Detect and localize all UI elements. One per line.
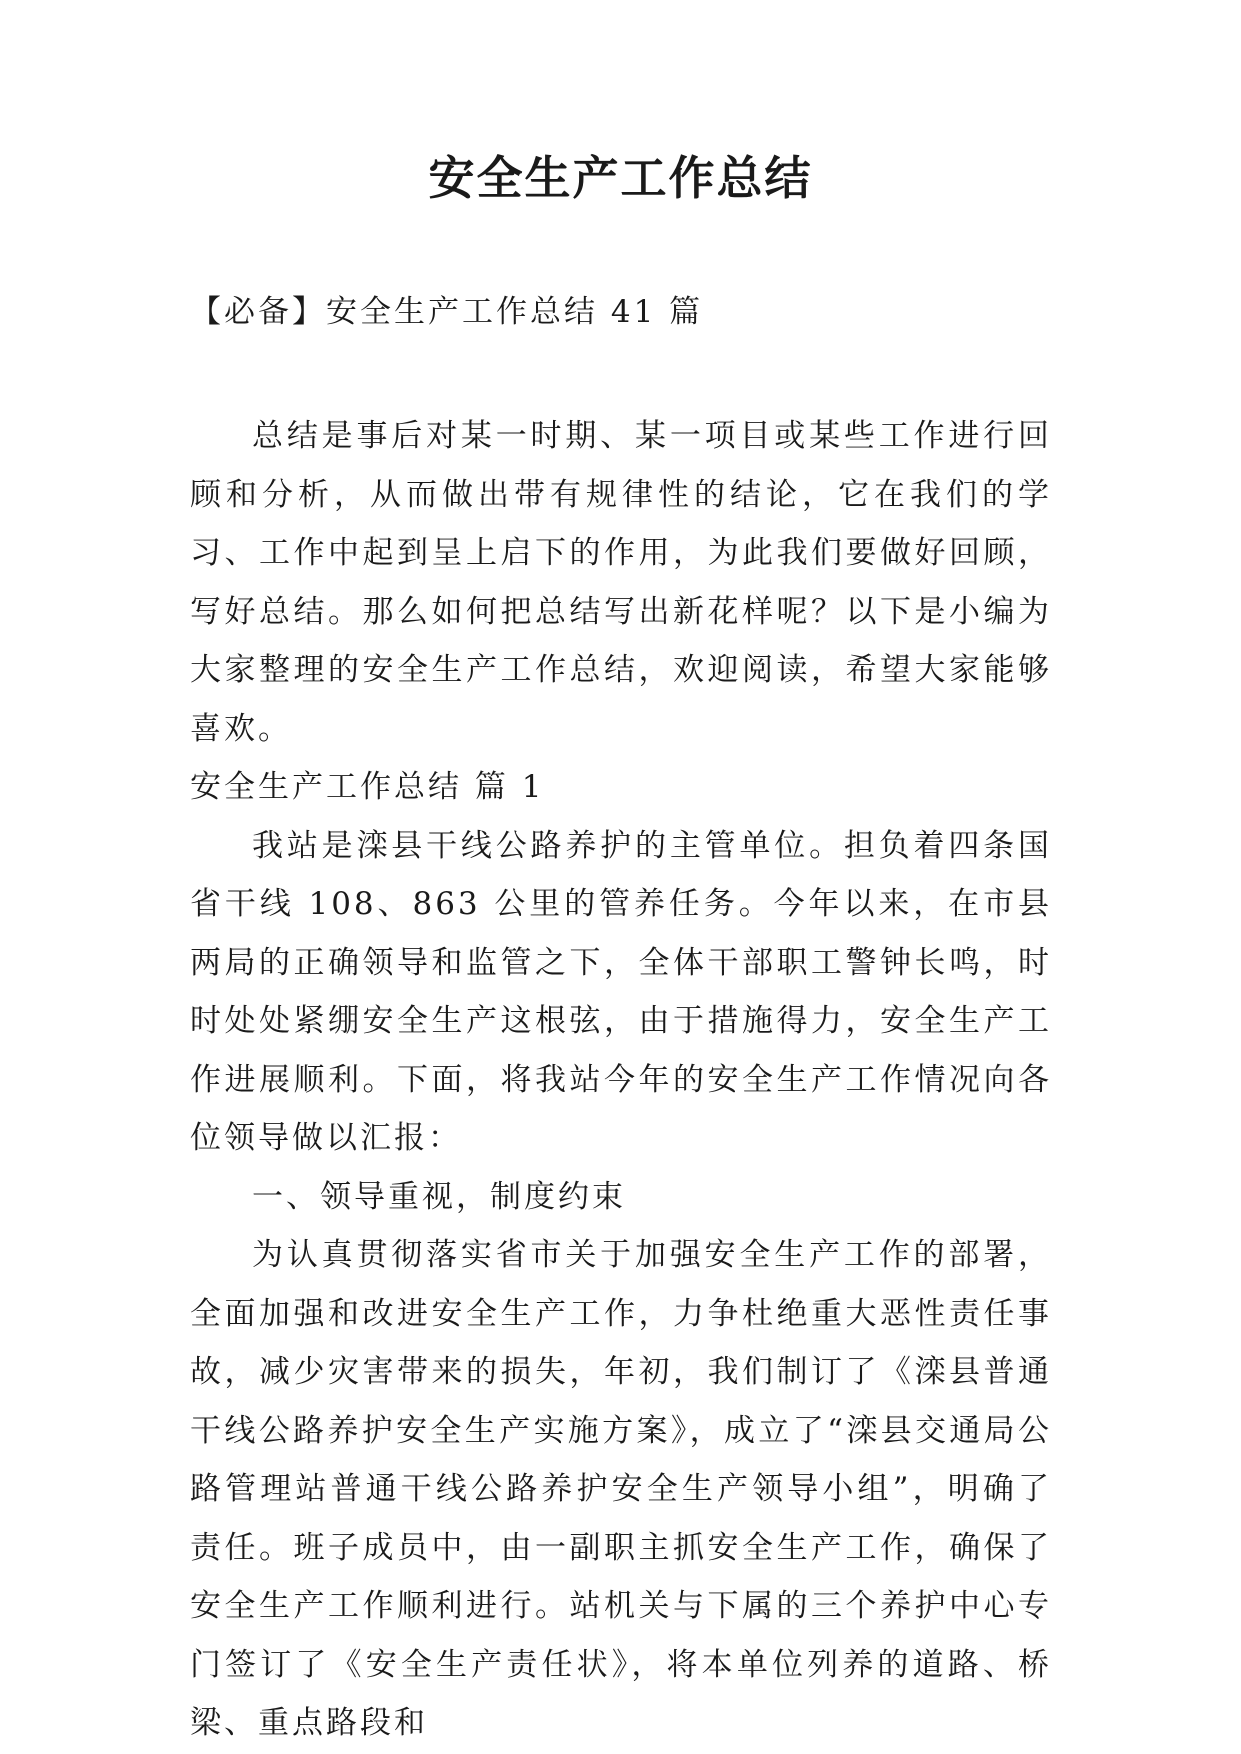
subsection-heading: 一、领导重视，制度约束 (252, 1178, 626, 1215)
document-subtitle: 【必备】安全生产工作总结 41 篇 (190, 294, 704, 330)
section-heading: 安全生产工作总结 篇 1 (190, 769, 545, 805)
document-body (190, 407, 1052, 1753)
intro-paragraph: 总结是事后对某一时期、某一项目或某些工作进行回顾和分析，从而做出带有规律性的结论，它在我们的学习、工作中起到呈上启下的作用，为此我们要做好回顾，写好总结。那么如何把总结写出新花样呢？以下是小编为大家整理的安全生产工作总结，欢迎阅读，希望大家能够喜欢。 (190, 418, 1052, 747)
body-paragraph: 为认真贯彻落实省市关于加强安全生产工作的部署，全面加强和改进安全生产工作，力争杜绝重大恶性责任事故，减少灾害带来的损失，年初，我们制订了《滦县普通干线公路养护安全生产实施方案》，成立了“滦县交通局公路管理站普通干线公路养护安全生产领导小组”，明确了责任。班子成员中，由一副职主抓安全生产工作，确保了安全生产工作顺利进行。站机关与下属的三个养护中心专门签订了《安全生产责任状》，将本单位列养的道路、桥梁、重点路段和 (190, 1237, 1052, 1741)
body-paragraph: 我站是滦县干线公路养护的主管单位。担负着四条国省干线 108、863 公里的管养任务。今年以来，在市县两局的正确领导和监管之下，全体干部职工警钟长鸣，时时处处紧绷安全生产这根弦，由于措施得力，安全生产工作进展顺利。下面，将我站今年的安全生产工作情况向各位领导做以汇报： (190, 827, 1052, 1156)
document-title: 安全生产工作总结 (428, 151, 813, 205)
